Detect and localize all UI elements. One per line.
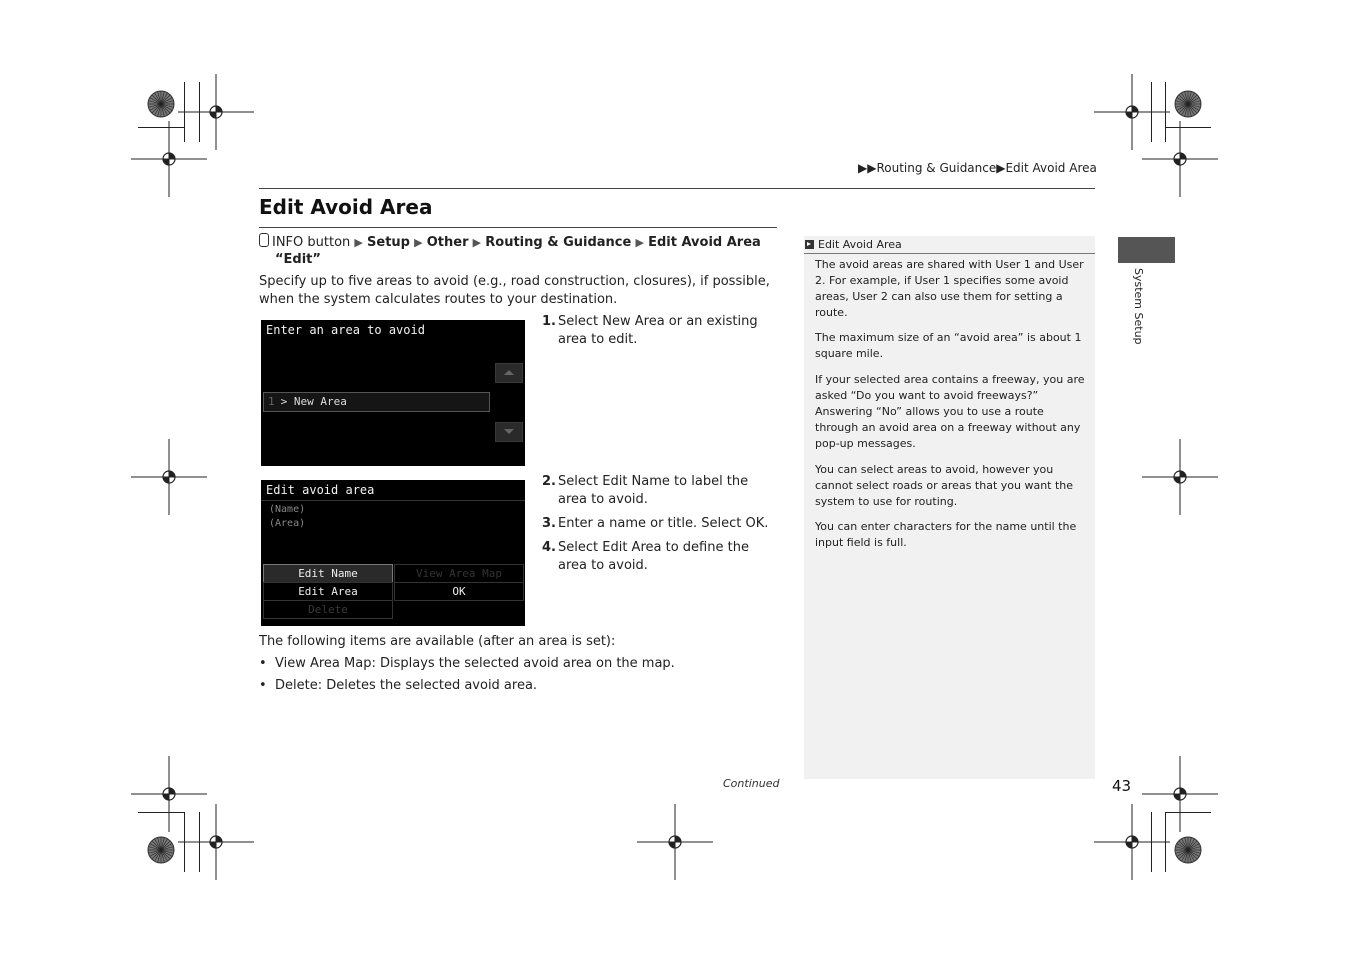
step-text: to label the area to avoid. (558, 474, 749, 507)
step-text: Enter a name or title. Select (558, 516, 746, 531)
crosshair-icon (1092, 802, 1172, 882)
rosette-icon (1173, 89, 1203, 119)
screenshot-enter-area (261, 320, 525, 466)
rosette-icon (146, 89, 176, 119)
path-last: “Edit” (275, 252, 321, 267)
sidebar-paragraph: The maximum size of an “avoid area” is about 1 square mile. (815, 331, 1082, 360)
step-key: Edit Area (602, 540, 662, 555)
scroll-down-icon (495, 422, 523, 442)
step-text: Select (558, 314, 603, 329)
path-item-other: Other (426, 235, 469, 250)
sidebar-paragraph: If your selected area contains a freeway, you are asked “Do you want to avoid freeways?” Answering “No” allows you to use a route through an avoid area on a freeway without any pop-up messages. (815, 373, 1085, 450)
crosshair-icon (129, 119, 209, 199)
step-text: . (764, 516, 769, 531)
crosshair-icon (1140, 437, 1220, 517)
item-number: 1 (268, 395, 275, 408)
scroll-up-icon (495, 363, 523, 383)
header-rule (259, 188, 1095, 189)
crosshair-icon (1140, 119, 1220, 199)
step-number: 4. (542, 540, 556, 555)
screenshot-edit-avoid-area (261, 480, 525, 626)
path-arrow-icon: ▶ (635, 236, 644, 249)
step-key: Edit Name (602, 474, 670, 489)
step-1 (542, 313, 778, 349)
sidebar-paragraph: The avoid areas are shared with User 1 and User 2. For example, if User 1 specifies some avoid areas, User 2 can also use them for setting a route. (815, 258, 1084, 319)
sidebar-paragraph: You can enter characters for the name until the input field is full. (815, 520, 1077, 549)
item-label: > New Area (280, 395, 347, 408)
page-number: 43 (1112, 777, 1132, 795)
edit-name-cell: Edit Name (263, 564, 393, 583)
continued-label: Continued (723, 777, 780, 790)
note-icon (805, 240, 814, 249)
rosette-icon (1173, 835, 1203, 865)
area-label: (Area) (269, 518, 306, 529)
rosette-icon (146, 835, 176, 865)
path-arrow-icon: ▶ (472, 236, 482, 249)
section-tab-label: System Setup (1132, 268, 1145, 345)
step-text: or an existing area to edit. (558, 314, 758, 347)
step-key: New Area (602, 314, 665, 329)
sidebar-heading (804, 236, 1095, 254)
bullet-text: : Deletes the selected avoid area. (317, 678, 538, 693)
path-item-routing: Routing & Guidance (485, 235, 632, 250)
step-number: 3. (542, 516, 556, 531)
step-text: Select (558, 540, 603, 555)
info-button-icon (259, 233, 269, 247)
bullet-text: : Displays the selected avoid area on the map. (371, 656, 675, 671)
sidebar-heading-text: Edit Avoid Area (818, 238, 902, 251)
bullet-view-area-map: • View Area Map: Displays the selected avoid area on the map. (259, 656, 675, 671)
edit-area-cell: Edit Area (263, 582, 393, 601)
new-area-item (263, 392, 490, 412)
step-2 (542, 473, 778, 509)
ok-cell: OK (394, 582, 524, 601)
bullet-key: Delete (275, 678, 318, 693)
step-text: to define the area to avoid. (558, 540, 749, 573)
crosshair-icon (176, 802, 256, 882)
path-item-setup: Setup (367, 235, 410, 250)
step-number: 1. (542, 314, 556, 329)
step-text: Select (558, 474, 603, 489)
title-rule (259, 227, 777, 228)
view-area-map-cell: View Area Map (394, 564, 524, 583)
bullet-delete: • Delete: Deletes the selected avoid area. (259, 678, 538, 693)
sidebar-paragraph: You can select areas to avoid, however you cannot select roads or areas that you want the system to use for routing. (815, 463, 1074, 508)
screen-title: Enter an area to avoid (266, 323, 425, 337)
menu-path (259, 233, 779, 268)
step-key: OK (745, 516, 765, 531)
page-title: Edit Avoid Area (259, 195, 433, 219)
path-item-edit-avoid-area: Edit Avoid Area (648, 235, 761, 250)
crosshair-icon (129, 437, 209, 517)
step-3 (542, 515, 778, 533)
path-arrow-icon: ▶ (414, 236, 423, 249)
step-number: 2. (542, 474, 556, 489)
path-prefix: INFO button (272, 235, 351, 250)
after-text: The following items are available (after an area is set): (259, 634, 616, 649)
breadcrumb: ▶▶Routing & Guidance▶Edit Avoid Area (858, 161, 1097, 175)
delete-cell: Delete (263, 600, 393, 619)
step-4 (542, 539, 778, 575)
path-arrow-icon: ▶ (354, 236, 363, 249)
screen-title: Edit avoid area (266, 483, 375, 497)
bullet-key: View Area Map (275, 656, 372, 671)
crosshair-icon (635, 802, 715, 882)
intro-text: Specify up to five areas to avoid (e.g., road construction, closures), if possible, when the system calculates routes to your destination. (259, 274, 770, 307)
section-tab (1118, 237, 1175, 263)
name-label: (Name) (269, 504, 306, 515)
sidebar-note (804, 236, 1095, 779)
